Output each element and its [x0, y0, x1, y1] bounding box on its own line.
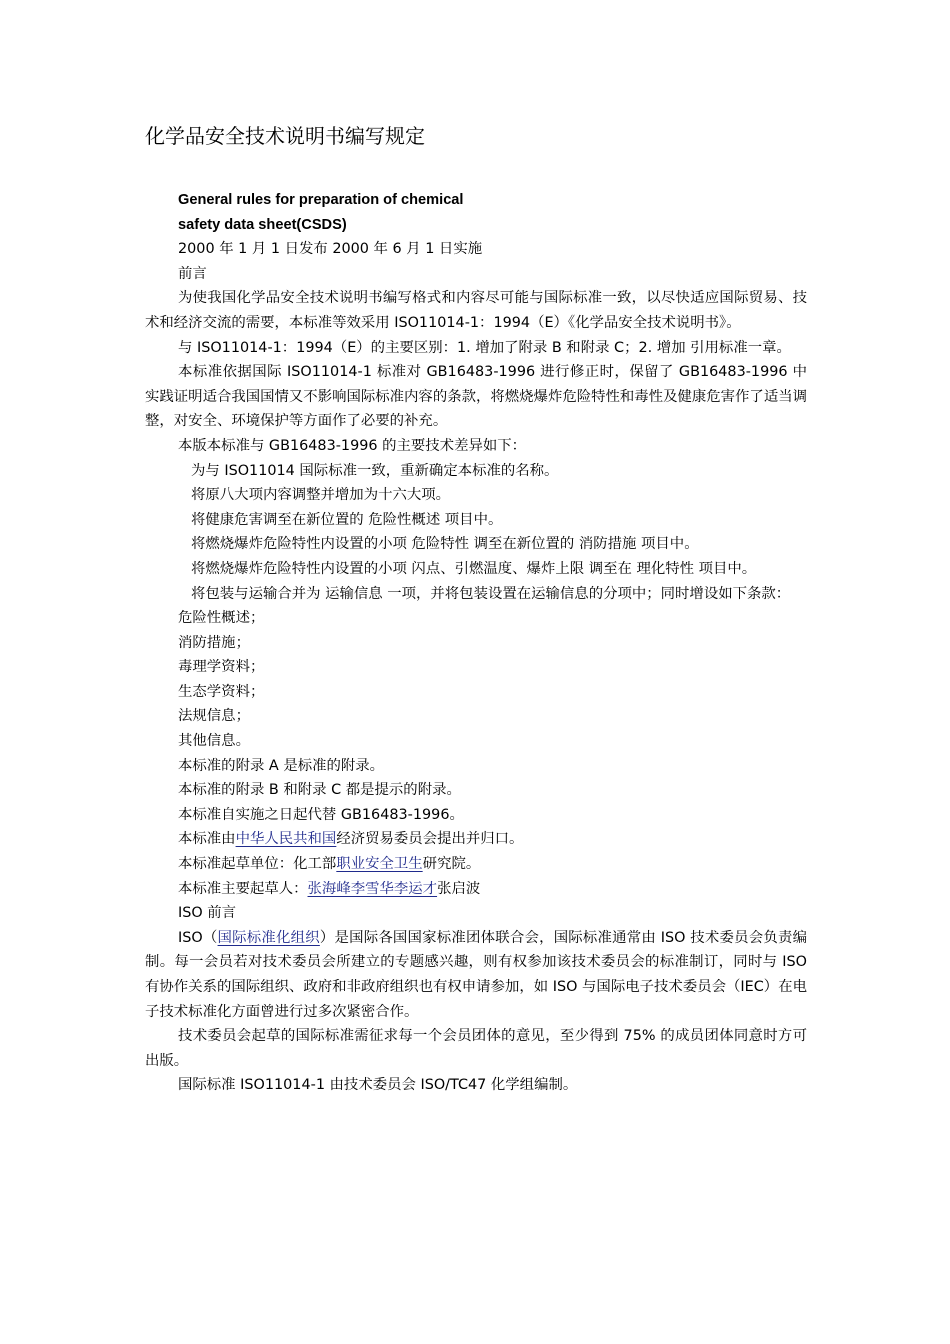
drafters-prefix: 本标准主要起草人：: [178, 880, 308, 897]
prc-link[interactable]: 中华人民共和国: [235, 831, 337, 848]
iso-para1-suffix: ）是国际各国国家标准团体联合会，国际标准通常由 ISO 技术委员会负责编制。每一会员若对技术委员会所建立的专题感兴趣，则有权参加该技术委员会的标准制订，同时与 ISO 有协作关系的国际组织、政府和非政府组织也有权申请参加，如 ISO 与国际电子技术委员会（IEC）在电子技术标准化方面曾进行过多次紧密合作。: [145, 929, 807, 1020]
replaces-note: 本标准自实施之日起代替 GB16483-1996。: [178, 806, 464, 823]
paragraph-purpose: 为使我国化学品安全技术说明书编写格式和内容尽可能与国际标准一致，以尽快适应国际贸易、技术和经济交流的需要，本标准等效采用 ISO11014-1：1994（E）《化学品安全技术说明书》。: [145, 290, 807, 331]
iso-paragraph-1: [145, 926, 807, 1024]
paragraph-revision: 本标准依据国际 ISO11014-1 标准对 GB16483-1996 进行修正时，保留了 GB16483-1996 中实践证明适合我国国情又不影响国际标准内容的条款，将燃烧爆炸危险特性和毒性及健康危害作了适当调整，对安全、环境保护等方面作了必要的补充。: [145, 364, 807, 430]
diff-item: 将燃烧爆炸危险特性内设置的小项 闪点、引燃温度、爆炸上限 调至在 理化特性 项目中。: [191, 560, 757, 577]
foreword-heading: 前言: [178, 265, 207, 282]
appendix-bc-note: 本标准的附录 B 和附录 C 都是提示的附录。: [178, 782, 461, 799]
added-item: 消防措施；: [178, 634, 250, 651]
drafters-link[interactable]: 张海峰李雪华李运才: [307, 880, 438, 897]
english-title-line2: safety data sheet(CSDS): [178, 216, 347, 233]
publication-dates: 2000 年 1 月 1 日发布 2000 年 6 月 1 日实施: [178, 241, 483, 258]
iso-paragraph-2: 技术委员会起草的国际标准需征求每一个会员团体的意见，至少得到 75% 的成员团体同意时方可出版。: [145, 1028, 807, 1069]
added-item: 毒理学资料；: [178, 659, 265, 676]
added-item: 危险性概述；: [178, 610, 265, 627]
diff-item: 将健康危害调至在新位置的 危险性概述 项目中。: [191, 511, 503, 528]
drafters: [145, 877, 807, 902]
added-item: 生态学资料；: [178, 683, 265, 700]
paragraph-difference: 与 ISO11014-1：1994（E）的主要区别：1. 增加了附录 B 和附录 C；2. 增加 引用标准一章。: [178, 339, 791, 356]
document-title: 化学品安全技术说明书编写规定: [145, 124, 425, 148]
occupational-safety-link[interactable]: 职业安全卫生: [336, 856, 423, 873]
proposed-by: [145, 827, 807, 852]
drafting-unit-prefix: 本标准起草单位：化工部: [178, 856, 337, 873]
added-item: 法规信息；: [178, 708, 250, 725]
diff-item: 将燃烧爆炸危险特性内设置的小项 危险特性 调至在新位置的 消防措施 项目中。: [191, 536, 699, 553]
proposed-suffix: 经济贸易委员会提出并归口。: [336, 831, 524, 848]
paragraph-diff-intro: 本版本标准与 GB16483-1996 的主要技术差异如下：: [178, 437, 527, 454]
diff-item: 为与 ISO11014 国际标准一致，重新确定本标准的名称。: [191, 462, 559, 479]
document-body: [145, 188, 807, 1098]
english-title-line1: General rules for preparation of chemical: [178, 192, 464, 208]
added-item: 其他信息。: [178, 733, 250, 750]
diff-item: 将包装与运输合并为 运输信息 一项，并将包装设置在运输信息的分项中；同时增设如下条款：: [191, 585, 791, 602]
drafters-suffix: 张启波: [437, 880, 481, 897]
drafting-unit-suffix: 研究院。: [422, 856, 481, 873]
iso-foreword-heading: ISO 前言: [178, 905, 237, 922]
proposed-prefix: 本标准由: [178, 831, 236, 848]
iso-organization-link[interactable]: 国际标准化组织: [217, 929, 320, 946]
diff-item: 将原八大项内容调整并增加为十六大项。: [191, 487, 451, 504]
drafting-unit: [145, 852, 807, 877]
iso-para1-prefix: ISO（: [178, 929, 218, 946]
iso-paragraph-3: 国际标准 ISO11014-1 由技术委员会 ISO/TC47 化学组编制。: [178, 1077, 578, 1094]
appendix-a-note: 本标准的附录 A 是标准的附录。: [178, 757, 385, 774]
